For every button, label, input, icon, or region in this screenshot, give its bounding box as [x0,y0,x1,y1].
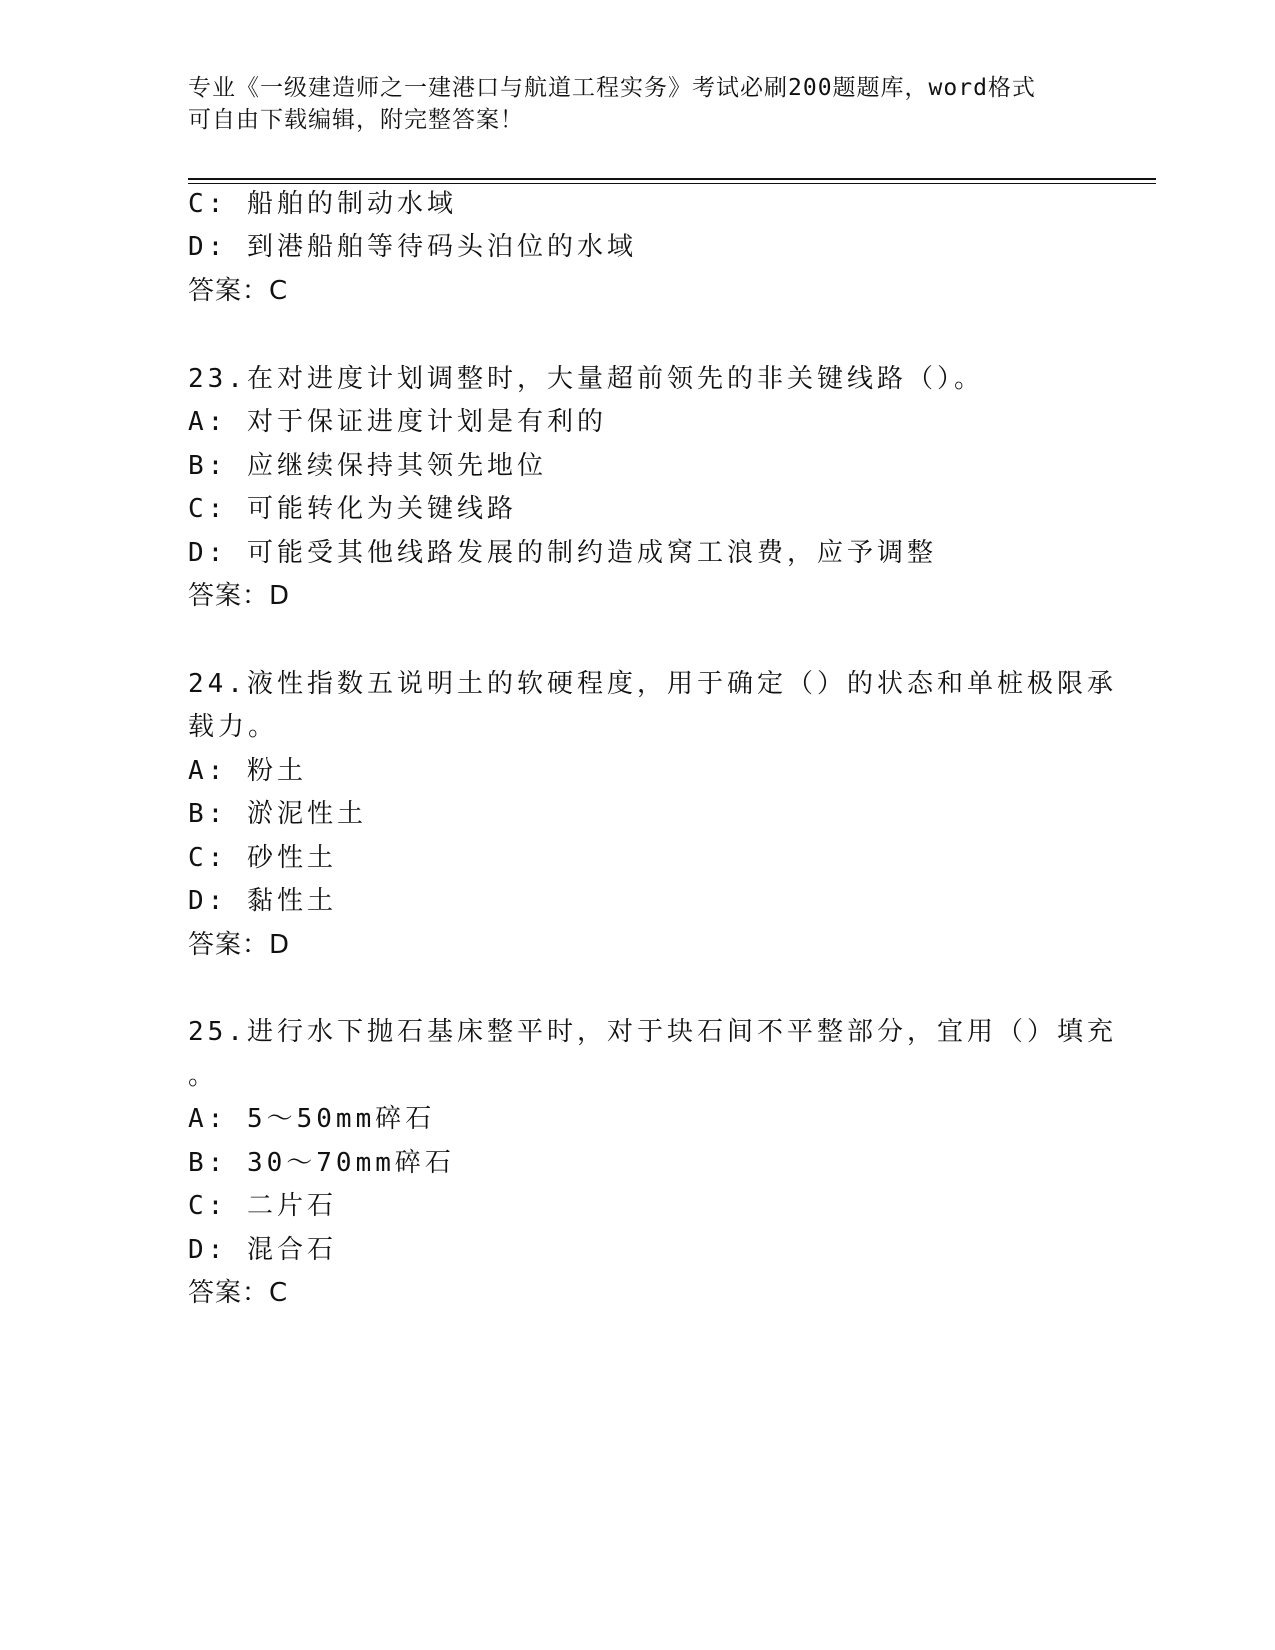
prev-option-c: C: 船舶的制动水域 [188,189,457,219]
q23-option-b: B: 应继续保持其领先地位 [188,451,547,481]
prev-option-d: D: 到港船舶等待码头泊位的水域 [188,232,637,262]
q25-option-a: A: 5～50mm碎石 [188,1104,436,1134]
document-header [188,72,1088,136]
q23-answer: 答案：D [188,581,291,611]
q24-option-c: C: 砂性土 [188,843,337,873]
header-title-line-2: 可自由下载编辑，附完整答案！ [188,107,524,133]
q23-option-c: C: 可能转化为关键线路 [188,494,517,524]
header-title-line-1: 专业《一级建造师之一建港口与航道工程实务》考试必刷200题题库，word格式 [188,75,1036,101]
q24-stem-line-2: 载力。 [188,712,279,742]
q25-option-d: D: 混合石 [188,1235,337,1265]
q25-stem-line-1: 25.进行水下抛石基床整平时，对于块石间不平整部分，宜用（）填充 [188,1017,1117,1047]
q24-option-d: D: 黏性土 [188,886,337,916]
q23-option-d: D: 可能受其他线路发展的制约造成窝工浪费，应予调整 [188,538,937,568]
q25-option-c: C: 二片石 [188,1191,337,1221]
q23-stem: 23.在对进度计划调整时，大量超前领先的非关键线路（）。 [188,364,984,394]
q25-stem-line-2: 。 [188,1061,219,1091]
q24-answer: 答案：D [188,930,291,960]
q24-option-b: B: 淤泥性土 [188,799,367,829]
prev-answer: 答案：C [188,276,289,306]
header-divider-thick [188,178,1156,180]
q23-option-a: A: 对于保证进度计划是有利的 [188,407,607,437]
q25-answer: 答案：C [188,1278,289,1308]
q24-stem-line-1: 24.液性指数五说明土的软硬程度，用于确定（）的状态和单桩极限承 [188,669,1117,699]
q25-option-b: B: 30～70mm碎石 [188,1148,455,1178]
header-divider-thin [188,183,1156,184]
q24-option-a: A: 粉土 [188,756,307,786]
